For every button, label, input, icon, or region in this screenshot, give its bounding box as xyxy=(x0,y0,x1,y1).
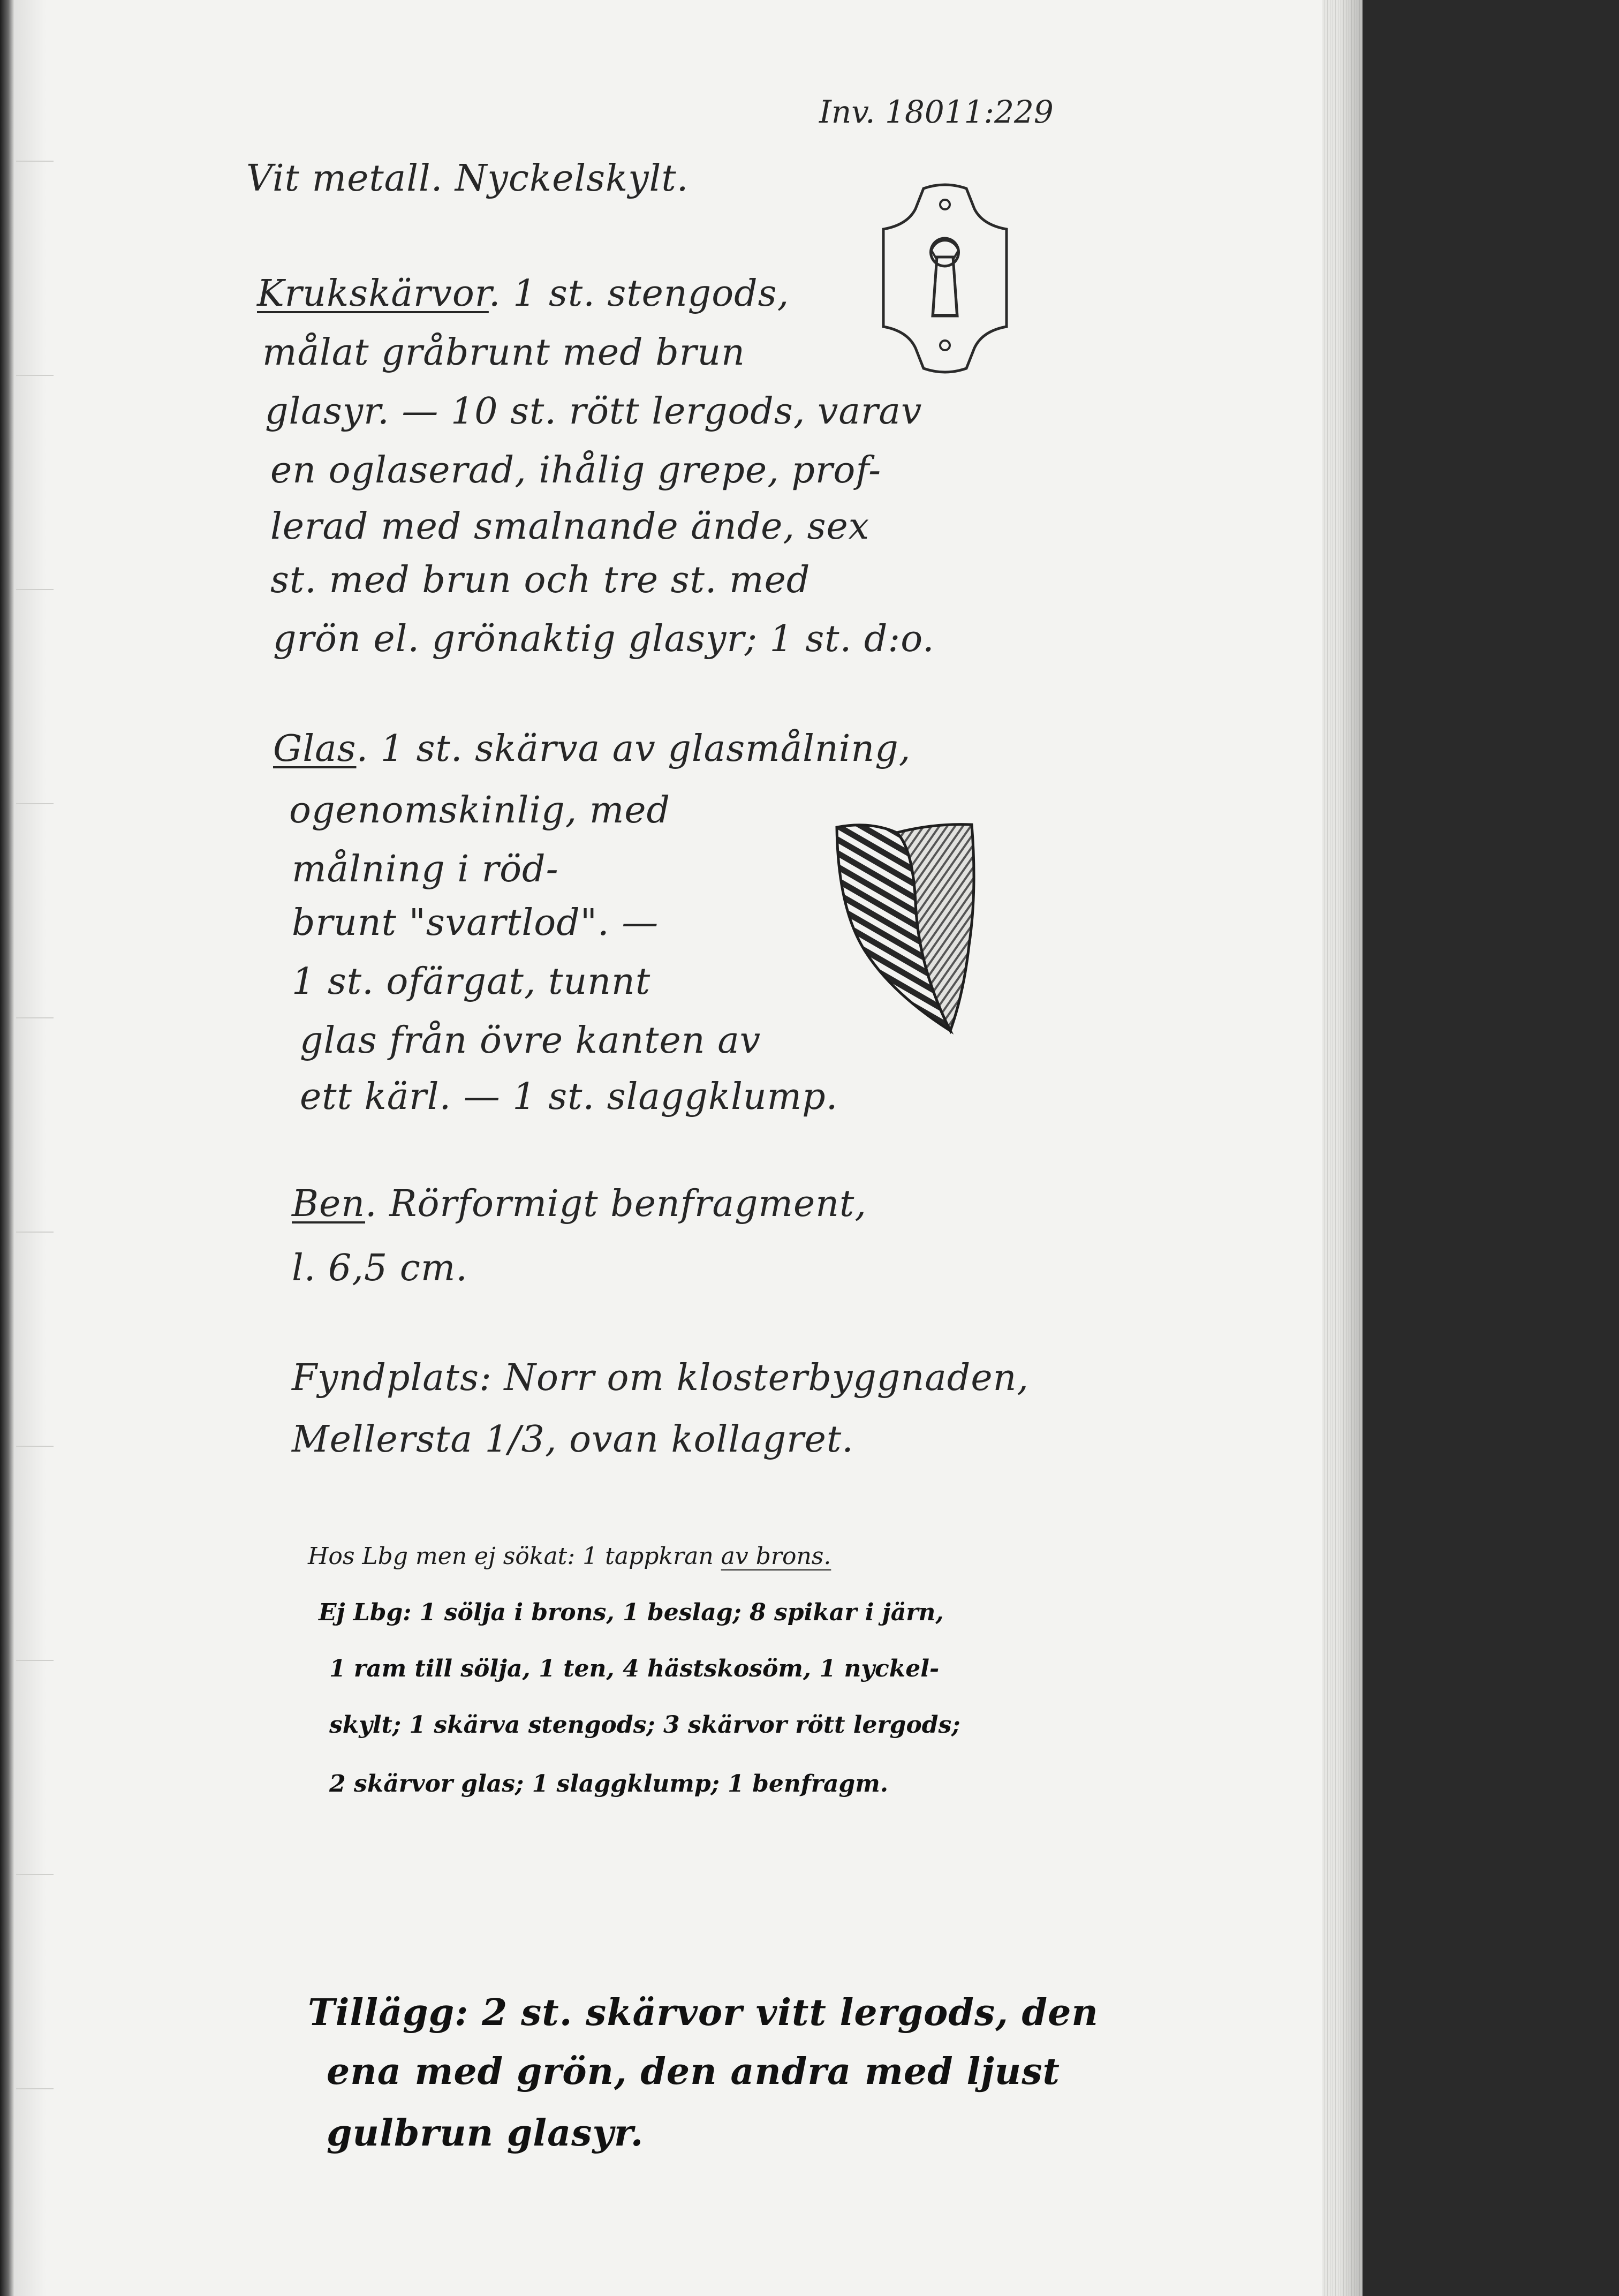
keyhole-escutcheon-sketch xyxy=(873,182,1017,375)
ruling-line xyxy=(16,375,54,376)
note-line-1-b: av brons. xyxy=(721,1543,831,1570)
inventory-number: Inv. 18011:229 xyxy=(819,94,1054,130)
glas-line-3: målning i röd- xyxy=(292,848,559,890)
glas-line-5: 1 st. ofärgat, tunnt xyxy=(292,961,651,1003)
note-line-1-a: Hos Lbg men ej sökat: 1 tappkran xyxy=(308,1543,714,1570)
note-line-3: 1 ram till sölja, 1 ten, 4 hästskosöm, 1 nyckel- xyxy=(329,1655,940,1682)
glas-line-7: ett kärl. — 1 st. slaggklump. xyxy=(300,1076,838,1118)
ruling-line xyxy=(16,589,54,590)
kruk-line-6: st. med brun och tre st. med xyxy=(270,559,811,601)
glas-heading: Glas xyxy=(273,728,357,770)
kruk-line-2: målat gråbrunt med brun xyxy=(262,331,745,374)
ruling-line xyxy=(16,161,54,162)
ben-line-2: l. 6,5 cm. xyxy=(292,1247,468,1289)
ruling-line xyxy=(16,2088,54,2089)
glas-line-2: ogenomskinlig, med xyxy=(289,789,671,832)
glas-line-6: glas från övre kanten av xyxy=(300,1019,761,1062)
kruk-line-1 xyxy=(257,273,790,315)
note-line-1 xyxy=(308,1545,831,1568)
ruling-line xyxy=(16,1660,54,1661)
ruling-line xyxy=(16,1232,54,1233)
kruk-line-5: lerad med smalnande ände, sex xyxy=(270,505,870,548)
ruling-line xyxy=(16,803,54,804)
gutter-shadow xyxy=(14,0,46,2296)
tillagg-line-2: ena med grön, den andra med ljust xyxy=(327,2050,1060,2093)
fyndplats-line-2: Mellersta 1/3, ovan kollagret. xyxy=(292,1418,854,1461)
glas-line-1 xyxy=(273,728,911,770)
glass-shard-sketch xyxy=(827,817,988,1036)
note-line-4: skylt; 1 skärva stengods; 3 skärvor rött lergods; xyxy=(329,1711,960,1739)
kruk-line-4: en oglaserad, ihålig grepe, prof- xyxy=(270,449,882,492)
page-edges-shadow xyxy=(1338,0,1363,2296)
note-line-2: Ej Lbg: 1 sölja i brons, 1 beslag; 8 spikar i järn, xyxy=(319,1599,944,1626)
ruling-line xyxy=(16,1446,54,1447)
ruling-line xyxy=(16,1017,54,1018)
tillagg-line-1: Tillägg: 2 st. skärvor vitt lergods, den xyxy=(308,1991,1099,2034)
kruk-line-7: grön el. grönaktig glasyr; 1 st. d:o. xyxy=(273,618,935,660)
kruk-heading: Krukskärvor xyxy=(257,273,489,315)
glas-line-1-rest: . 1 st. skärva av glasmålning, xyxy=(356,728,911,770)
fyndplats-line-1: Fyndplats: Norr om klosterbyggnaden, xyxy=(292,1357,1029,1399)
ben-line-1-rest: . Rörformigt benfragment, xyxy=(365,1183,867,1225)
ruling-line xyxy=(16,1874,54,1875)
ben-line-1 xyxy=(292,1183,867,1225)
kruk-line-3: glasyr. — 10 st. rött lergods, varav xyxy=(265,390,922,433)
ben-heading: Ben xyxy=(292,1183,366,1225)
note-line-5: 2 skärvor glas; 1 slaggklump; 1 benfragm. xyxy=(329,1770,889,1797)
tillagg-line-3: gulbrun glasyr. xyxy=(327,2112,644,2155)
metal-line: Vit metall. Nyckelskylt. xyxy=(246,157,689,200)
glas-line-4: brunt "svartlod". — xyxy=(292,902,659,944)
notebook-binding xyxy=(0,0,14,2296)
kruk-line-1-rest: . 1 st. stengods, xyxy=(488,273,790,315)
